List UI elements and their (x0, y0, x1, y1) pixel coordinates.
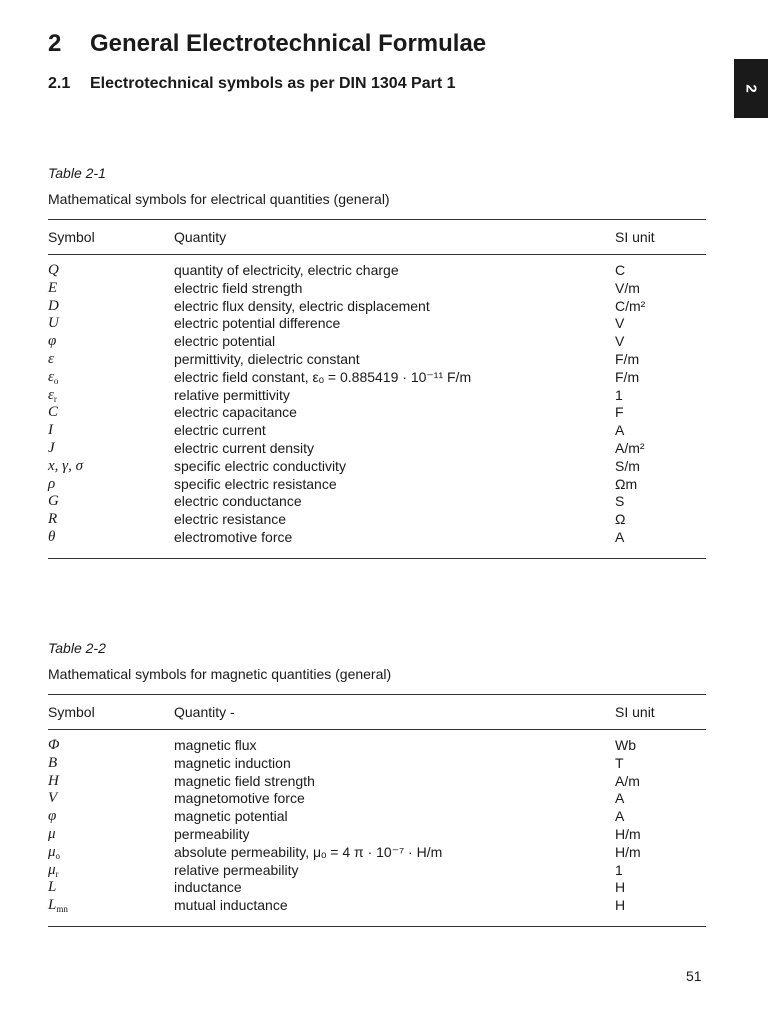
symbol-subscript: o (55, 850, 61, 861)
table-row (48, 511, 706, 529)
section-title (48, 73, 456, 95)
symbol-cell (48, 262, 174, 280)
symbol-subscript: r (55, 868, 59, 879)
symbol-text: D (48, 297, 59, 314)
unit-cell: F/m (615, 350, 640, 367)
unit-cell: A/m² (615, 439, 645, 456)
unit-cell: S (615, 493, 625, 510)
chapter-title-text: General Electrotechnical Formulae (90, 30, 487, 57)
symbol-cell (48, 826, 174, 844)
unit-cell: V (615, 315, 625, 332)
quantity-cell: specific electric resistance (174, 475, 337, 492)
table-row (48, 808, 706, 826)
quantity-cell: magnetomotive force (174, 790, 305, 807)
quantity-cell: specific electric conductivity (174, 457, 346, 474)
table-row (48, 529, 706, 547)
symbol-text: ε (48, 368, 54, 385)
table-caption: Mathematical symbols for magnetic quantities (general) (48, 666, 392, 682)
symbol-text: G (48, 493, 59, 510)
table-row (48, 458, 706, 476)
quantity-cell: mutual inductance (174, 897, 288, 914)
unit-cell: H (615, 897, 626, 914)
symbol-text: I (48, 422, 53, 439)
symbol-cell (48, 511, 174, 529)
table-row (48, 315, 706, 333)
quantity-cell: electric current density (174, 439, 315, 456)
table-row (48, 755, 706, 773)
table-row (48, 737, 706, 755)
symbol-text: Φ (48, 737, 60, 753)
symbol-text: ρ (48, 475, 56, 492)
unit-cell: H/m (615, 825, 641, 842)
symbol-text: θ (48, 528, 56, 545)
unit-cell: Ωm (615, 475, 638, 492)
symbol-text: H (48, 772, 59, 789)
table-caption: Mathematical symbols for electrical quantities (general) (48, 191, 390, 207)
table-header-row (48, 695, 706, 729)
symbol-cell (48, 458, 174, 476)
unit-cell: Wb (615, 737, 636, 753)
page-number: 51 (686, 968, 702, 984)
quantity-cell: permittivity, dielectric constant (174, 350, 360, 367)
section-title-text: Electrotechnical symbols as per DIN 1304 Part 1 (90, 75, 456, 92)
table-row (48, 476, 706, 494)
header-unit: SI unit (615, 704, 655, 720)
symbol-cell (48, 737, 174, 755)
table-row (48, 351, 706, 369)
unit-cell: H/m (615, 843, 641, 860)
header-symbol: Symbol (48, 704, 95, 720)
unit-cell: A (615, 790, 625, 807)
symbol-cell (48, 755, 174, 773)
symbol-cell (48, 280, 174, 298)
table-row (48, 773, 706, 791)
table-magnetic (48, 638, 706, 927)
symbol-text: V (48, 790, 58, 807)
table-row (48, 790, 706, 808)
table-row (48, 897, 706, 915)
unit-cell: 1 (615, 386, 623, 403)
symbol-cell (48, 422, 174, 440)
quantity-cell: absolute permeability, μₒ = 4 π · 10⁻⁷ · H/m (174, 843, 443, 860)
unit-cell: Ω (615, 511, 626, 528)
unit-cell: C/m² (615, 297, 646, 314)
unit-cell: C (615, 262, 626, 278)
symbol-cell (48, 351, 174, 369)
unit-cell: V/m (615, 279, 640, 296)
table-row (48, 826, 706, 844)
symbol-cell (48, 476, 174, 494)
unit-cell: A (615, 808, 625, 825)
symbol-cell (48, 387, 174, 405)
symbol-text: μ (48, 825, 56, 842)
symbol-subscript: o (53, 375, 59, 386)
header-quantity: Quantity - (174, 704, 235, 720)
unit-cell: A (615, 422, 625, 439)
table-row (48, 333, 706, 351)
symbol-text: L (48, 879, 57, 896)
chapter-tab (734, 59, 768, 118)
table-row (48, 298, 706, 316)
symbol-text: φ (48, 808, 57, 825)
quantity-cell: electric potential (174, 333, 276, 350)
header-symbol: Symbol (48, 229, 95, 245)
symbol-subscript: r (53, 393, 57, 404)
symbol-cell (48, 333, 174, 351)
quantity-cell: relative permittivity (174, 386, 290, 403)
quantity-cell: electromotive force (174, 528, 293, 545)
table-label: Table 2-1 (48, 165, 106, 181)
unit-cell: T (615, 754, 624, 771)
table-row (48, 440, 706, 458)
quantity-cell: magnetic flux (174, 737, 257, 753)
symbol-cell (48, 773, 174, 791)
quantity-cell: inductance (174, 879, 242, 896)
unit-cell: V (615, 333, 625, 350)
unit-cell: F/m (615, 368, 640, 385)
table-body (48, 255, 706, 558)
table-row (48, 369, 706, 387)
table-row (48, 862, 706, 880)
symbol-text: C (48, 404, 59, 421)
chapter-title (48, 26, 486, 62)
quantity-cell: electric capacitance (174, 404, 297, 421)
quantity-cell: electric flux density, electric displacement (174, 297, 430, 314)
symbol-text: μ (48, 861, 56, 878)
symbol-text: B (48, 754, 58, 771)
symbol-cell (48, 529, 174, 547)
unit-cell: F (615, 404, 624, 421)
symbol-text: μ (48, 843, 56, 860)
symbol-cell (48, 369, 174, 387)
symbol-cell (48, 440, 174, 458)
symbol-cell (48, 808, 174, 826)
header-quantity: Quantity (174, 229, 227, 245)
symbol-cell (48, 844, 174, 862)
table-row (48, 844, 706, 862)
symbol-text: Q (48, 262, 59, 278)
header-unit: SI unit (615, 229, 655, 245)
symbol-cell (48, 493, 174, 511)
symbol-text: ε (48, 386, 54, 403)
unit-cell: 1 (615, 861, 623, 878)
quantity-cell: relative permeability (174, 861, 299, 878)
table-row (48, 879, 706, 897)
symbol-text: L (48, 897, 57, 914)
chapter-number: 2 (48, 30, 62, 57)
table-body (48, 730, 706, 926)
quantity-cell: electric field strength (174, 279, 303, 296)
table-header-row (48, 220, 706, 254)
symbol-text: E (48, 279, 58, 296)
symbol-cell (48, 879, 174, 897)
quantity-cell: electric resistance (174, 511, 287, 528)
quantity-cell: quantity of electricity, electric charge (174, 262, 399, 278)
quantity-cell: magnetic field strength (174, 772, 315, 789)
symbol-cell (48, 862, 174, 880)
quantity-cell: electric field constant, εₒ = 0.885419 · 10⁻¹¹ F/m (174, 368, 472, 385)
unit-cell: H (615, 879, 626, 896)
symbol-text: R (48, 511, 58, 528)
chapter-tab-label: 2 (742, 84, 760, 93)
table-row (48, 422, 706, 440)
quantity-cell: permeability (174, 825, 250, 842)
table-bottom-rule (48, 558, 706, 559)
unit-cell: A (615, 528, 625, 545)
quantity-cell: electric potential difference (174, 315, 341, 332)
table-row (48, 493, 706, 511)
quantity-cell: electric conductance (174, 493, 302, 510)
symbol-cell (48, 897, 174, 915)
table-bottom-rule (48, 926, 706, 927)
symbol-text: x, γ, σ (48, 457, 83, 474)
table-row (48, 280, 706, 298)
table-label: Table 2-2 (48, 640, 106, 656)
quantity-cell: magnetic induction (174, 754, 291, 771)
symbol-text: U (48, 315, 59, 332)
symbol-cell (48, 315, 174, 333)
table-row (48, 404, 706, 422)
table-row (48, 387, 706, 405)
symbol-cell (48, 404, 174, 422)
symbol-cell (48, 298, 174, 316)
section-number: 2.1 (48, 75, 71, 92)
symbol-text: ε (48, 350, 54, 367)
unit-cell: S/m (615, 457, 640, 474)
symbol-text: J (48, 439, 55, 456)
quantity-cell: magnetic potential (174, 808, 288, 825)
table-electrical (48, 163, 706, 559)
symbol-text: φ (48, 333, 57, 350)
quantity-cell: electric current (174, 422, 266, 439)
table-row (48, 262, 706, 280)
symbol-cell (48, 790, 174, 808)
unit-cell: A/m (615, 772, 640, 789)
symbol-subscript: mn (56, 904, 68, 915)
